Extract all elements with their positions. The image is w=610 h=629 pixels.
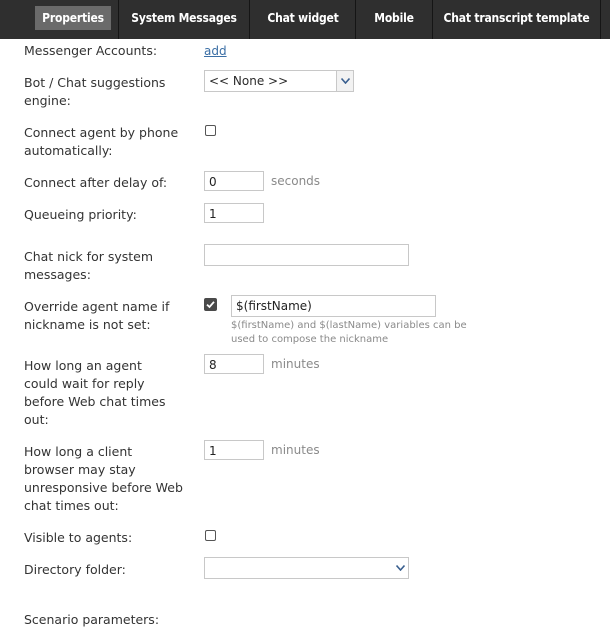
chevron-down-icon — [336, 71, 353, 91]
bot-engine-select[interactable] — [204, 70, 354, 92]
tab-separator — [432, 0, 433, 39]
queueing-priority-input[interactable]: 1 — [204, 203, 264, 223]
client-unresponsive-input[interactable]: 1 — [204, 440, 264, 460]
chat-nick-label: Chat nick for system messages: — [24, 249, 154, 282]
connect-by-phone-label: Connect agent by phone automatically: — [24, 125, 179, 158]
agent-wait-label: How long an agent could wait for reply before Web chat times out: — [24, 358, 166, 427]
visible-agents-checkbox[interactable] — [205, 530, 216, 541]
tab-chat-transcript-template[interactable]: Chat transcript template — [443, 11, 590, 25]
visible-agents-label: Visible to agents: — [24, 530, 133, 545]
client-unresponsive-label: How long a client browser may stay unresponsive before Web chat times out: — [24, 444, 183, 513]
chat-nick-input[interactable] — [204, 244, 409, 266]
queueing-priority-label: Queueing priority: — [24, 207, 137, 222]
tab-label: Properties — [35, 6, 111, 30]
tab-separator — [355, 0, 356, 39]
override-name-checkbox[interactable] — [204, 298, 217, 311]
override-name-input[interactable]: $(firstName) — [231, 295, 436, 317]
tab-properties[interactable] — [30, 0, 116, 37]
connect-delay-unit: seconds — [271, 174, 321, 188]
scenario-parameters-label: Scenario parameters: — [24, 612, 160, 627]
tab-separator — [600, 0, 601, 39]
agent-wait-unit: minutes — [271, 357, 320, 371]
connect-by-phone-checkbox[interactable] — [205, 125, 216, 136]
override-name-hint: $(firstName) and $(lastName) variables can be used to compose the nickname — [231, 320, 467, 345]
tab-separator — [249, 0, 250, 39]
tab-chat-widget[interactable]: Chat widget — [267, 11, 339, 25]
directory-folder-label: Directory folder: — [24, 562, 126, 577]
connect-delay-input[interactable]: 0 — [204, 171, 264, 191]
checkmark-icon — [205, 299, 216, 310]
client-unresponsive-unit: minutes — [271, 443, 320, 457]
directory-folder-select[interactable] — [204, 557, 409, 579]
tab-separator — [118, 0, 119, 39]
messenger-accounts-label: Messenger Accounts: — [24, 43, 158, 58]
add-messenger-account-link[interactable]: add — [204, 44, 227, 58]
bot-engine-value: << None >> — [209, 74, 289, 88]
connect-delay-label: Connect after delay of: — [24, 175, 168, 190]
tab-system-messages[interactable]: System Messages — [131, 11, 237, 25]
tab-bar — [0, 0, 610, 39]
tab-mobile[interactable]: Mobile — [374, 11, 414, 25]
bot-engine-label: Bot / Chat suggestions engine: — [24, 75, 166, 108]
chevron-down-icon — [392, 558, 408, 578]
agent-wait-input[interactable]: 8 — [204, 354, 264, 374]
override-name-label: Override agent name if nickname is not set: — [24, 299, 170, 332]
